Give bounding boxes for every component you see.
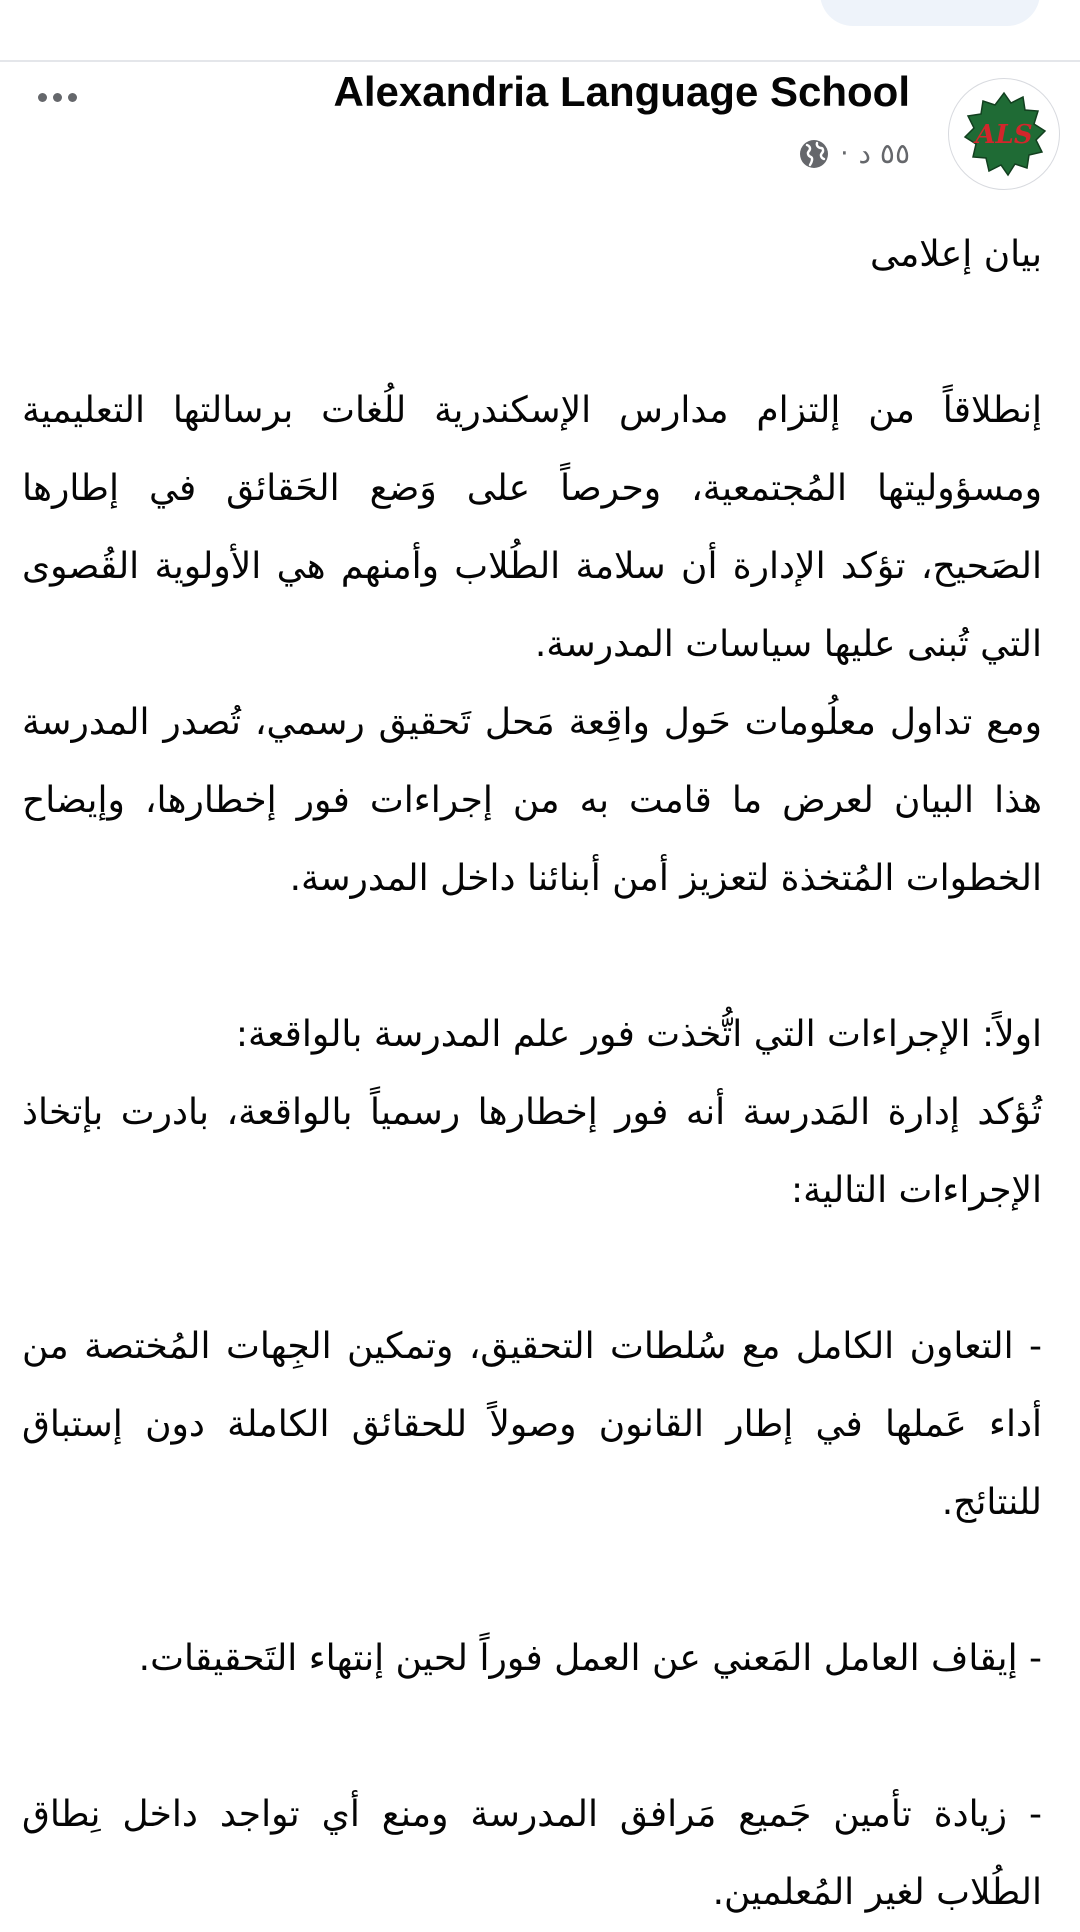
school-logo-icon [949,79,1059,189]
meta-separator: · [840,139,849,169]
list-item: - التعاون الكامل مع سُلطات التحقيق، وتمكين الجِهات المُختصة من أداء عَملها في إطار القانون وصولاً للحقائق الكاملة دون إستباق للنتائج. [22,1326,1042,1523]
intro-paragraph: إنطلاقاً من إلتزام مدارس الإسكندرية للُغات برسالتها التعليمية ومسؤوليتها المُجتمعية، وحرصاً على وَضع الحَقائق في إطارها الصَحيح، تؤكد الإدارة أن سلامة الطُلاب وأمنهم هي الأولوية القُصوى التي تُبنى عليها سياسات المدرسة. [22,390,1042,665]
list-item: - زيادة تأمين جَميع مَرافق المدرسة ومنع أي تواجد داخل نِطاق الطُلاب لغير المُعلمين. [22,1794,1042,1913]
globe-icon [798,138,830,170]
section-heading: اولاً: الإجراءات التي اتُّخذت فور علم المدرسة بالواقعة: [235,1014,1042,1055]
avatar[interactable] [948,78,1060,190]
page-name[interactable]: Alexandria Language School [333,68,910,115]
intro-paragraph-2: ومع تداول معلُومات حَول واقِعة مَحل تَحقيق رسمي، تُصدر المدرسة هذا البيان لعرض ما قامت به من إجراءات فور إخطارها، وإيضاح الخطوات المُتخذة لتعزيز أمن أبنائنا داخل المدرسة. [22,702,1042,899]
post-timestamp[interactable]: ٥٥ د [858,137,910,170]
logo-text: ALS [975,120,1033,150]
more-horizontal-icon [38,93,77,102]
post-body [22,216,1042,1932]
top-divider [0,60,1080,62]
section-text: تُؤكد إدارة المَدرسة أنه فور إخطارها رسمياً بالواقعة، بادرت بإتخاذ الإجراءات التالية: [22,1092,1042,1211]
comment-pill[interactable] [820,0,1040,26]
post-title: بيان إعلامى [870,234,1042,275]
list-item: - إيقاف العامل المَعني عن العمل فوراً لحين إنتهاء التَحقيقات. [138,1638,1042,1679]
more-options-button[interactable] [22,80,92,114]
post-meta [798,134,910,174]
